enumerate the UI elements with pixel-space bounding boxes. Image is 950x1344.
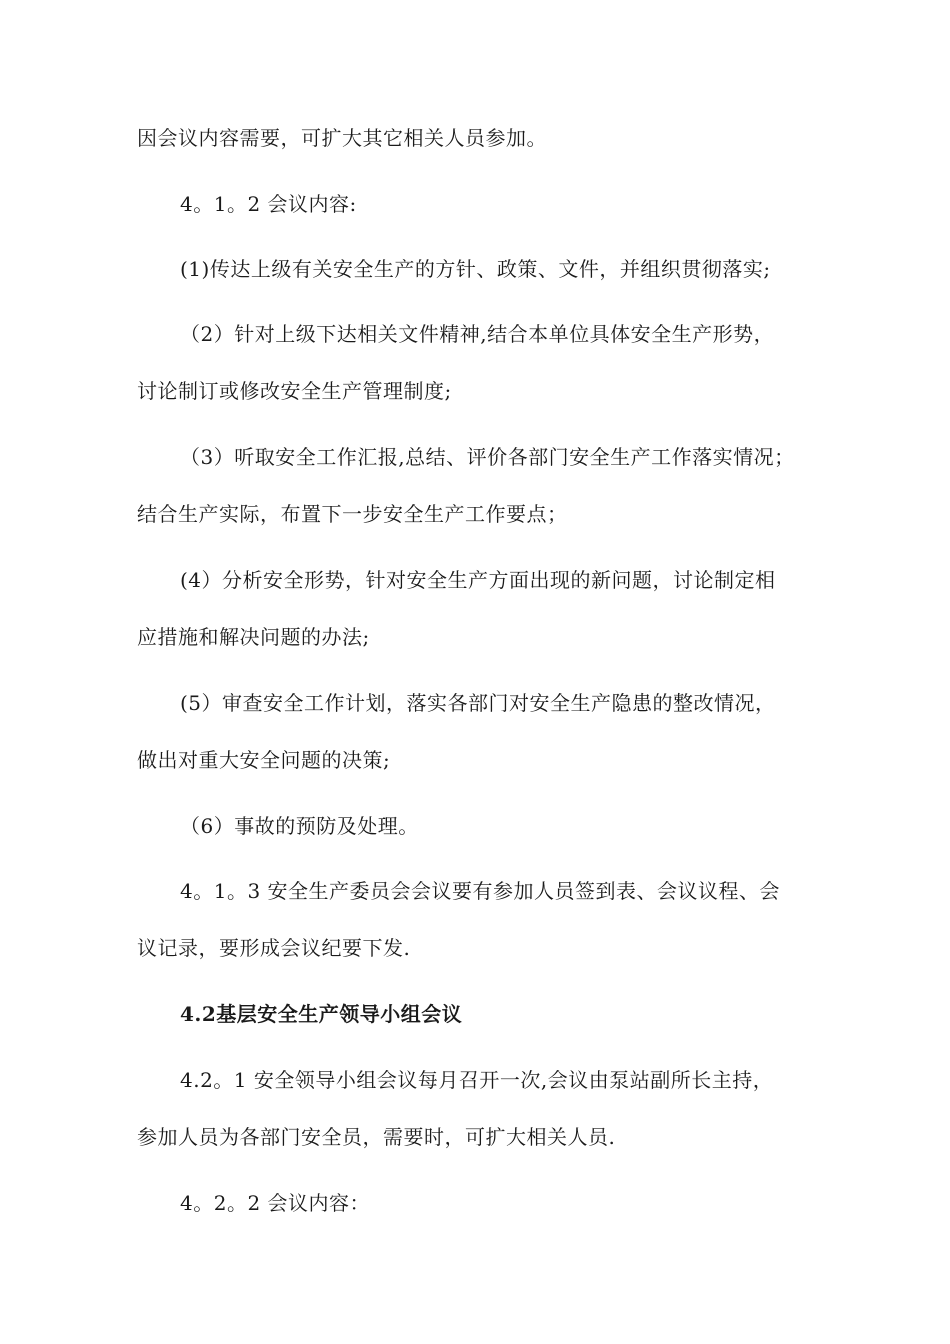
list-item-5-continued: 做出对重大安全问题的决策;: [137, 748, 391, 772]
list-item-4: (4）分析安全形势，针对安全生产方面出现的新问题，讨论制定相: [180, 568, 776, 592]
section-4-2-1-continued: 参加人员为各部门安全员，需要时，可扩大相关人员.: [137, 1125, 616, 1149]
section-4-2-1: 4.2。1 安全领导小组会议每月召开一次,会议由泵站副所长主持，: [180, 1068, 774, 1092]
list-item-2-continued: 讨论制订或修改安全生产管理制度;: [137, 379, 452, 403]
section-heading-4-2: 4.2基层安全生产领导小组会议: [180, 1002, 463, 1026]
list-item-6: （6）事故的预防及处理。: [180, 814, 419, 838]
list-item-2: （2）针对上级下达相关文件精神,结合本单位具体安全生产形势，: [180, 322, 775, 346]
section-4-1-3: 4。1。3 安全生产委员会会议要有参加人员签到表、会议议程、会: [180, 879, 781, 903]
section-number-4-2-2: 4。2。2 会议内容：: [180, 1191, 371, 1215]
section-number-4-1-2: 4。1。2 会议内容:: [180, 192, 357, 216]
list-item-5: (5）审查安全工作计划，落实各部门对安全生产隐患的整改情况，: [180, 691, 776, 715]
list-item-4-continued: 应措施和解决问题的办法;: [137, 625, 370, 649]
section-4-1-3-continued: 议记录，要形成会议纪要下发.: [137, 936, 411, 960]
list-item-3-continued: 结合生产实际，布置下一步安全生产工作要点；: [137, 502, 568, 526]
list-item-1: (1)传达上级有关安全生产的方针、政策、文件，并组织贯彻落实;: [180, 257, 771, 281]
paragraph-line: 因会议内容需要，可扩大其它相关人员参加。: [137, 126, 547, 150]
list-item-3: （3）听取安全工作汇报,总结、评价各部门安全生产工作落实情况；: [180, 445, 795, 469]
